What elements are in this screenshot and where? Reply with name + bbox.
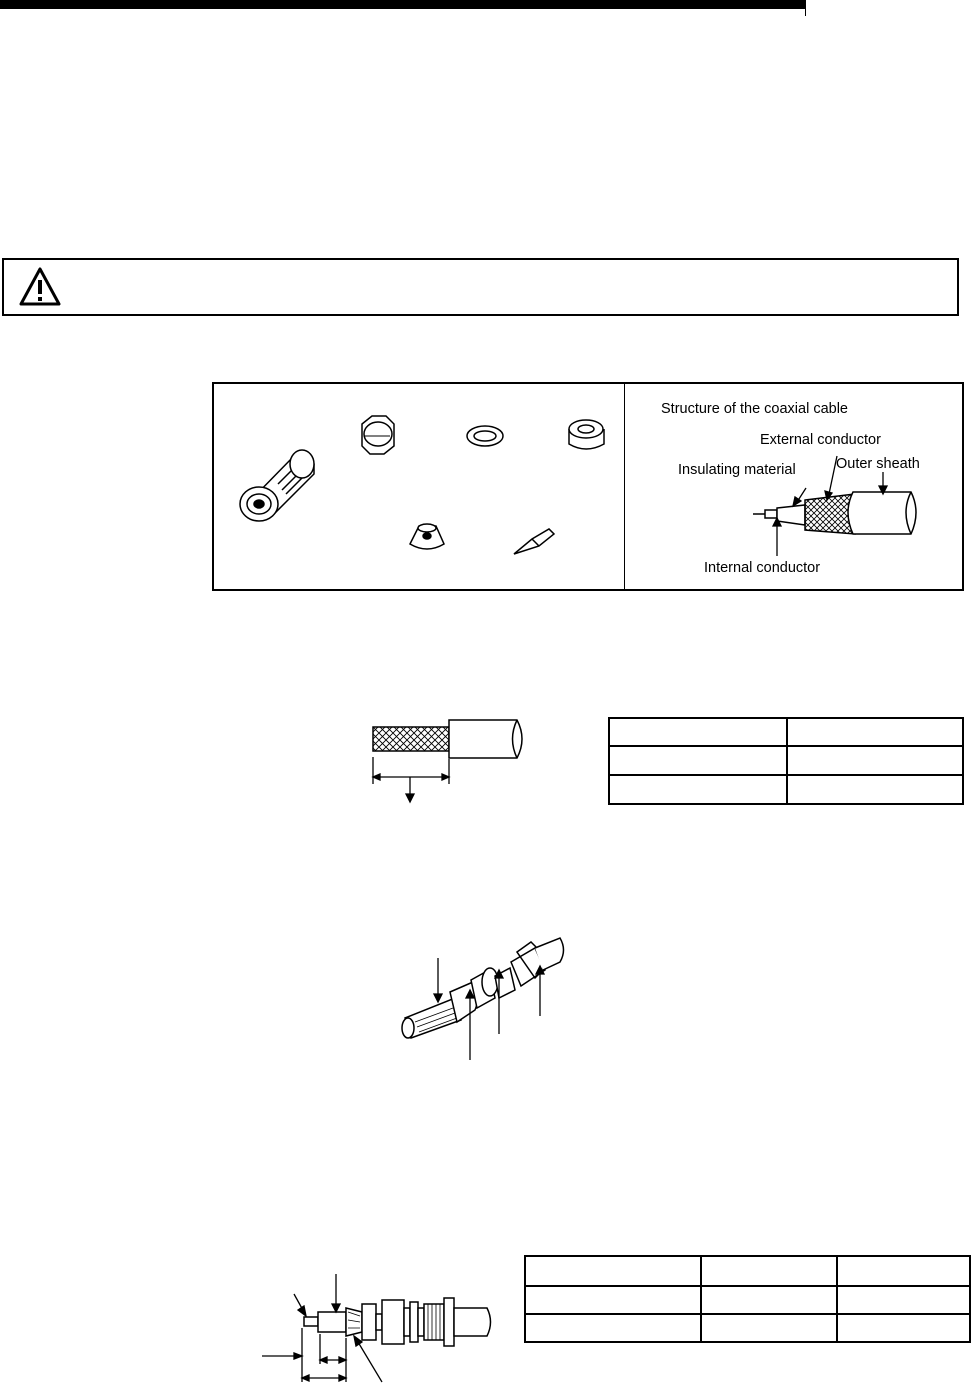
cable-sheath [449, 720, 522, 758]
assembly-dimension-diagram [262, 1272, 502, 1384]
braid-shield [373, 727, 449, 751]
table-cell [701, 1256, 837, 1286]
table-cell [525, 1256, 701, 1286]
table-cell [525, 1286, 701, 1314]
washer-icon [467, 426, 503, 446]
contact-pin-icon [514, 529, 554, 554]
bnc-plug-icon [240, 450, 314, 521]
insulating-material-label: Insulating material [678, 462, 796, 478]
table-cell [787, 746, 963, 775]
table-cell [609, 718, 787, 746]
table-cell [609, 746, 787, 775]
warning-triangle-icon [18, 266, 62, 308]
cable-structure-title: Structure of the coaxial cable [661, 401, 848, 417]
external-conductor-label: External conductor [760, 432, 881, 448]
table-cell [787, 718, 963, 746]
table-cell [837, 1314, 970, 1342]
parts-on-cable-diagram [395, 930, 570, 1065]
table-cell [609, 775, 787, 804]
connector-parts-figure [212, 382, 964, 591]
bnc-connector-parts-illustration [214, 384, 624, 589]
caution-box [2, 258, 959, 316]
nut-icon [362, 416, 394, 454]
table-cell [787, 775, 963, 804]
internal-conductor-label: Internal conductor [704, 560, 821, 576]
table-cell [837, 1286, 970, 1314]
header-rule [0, 0, 805, 9]
strip-length-table [608, 717, 964, 805]
table-cell [701, 1286, 837, 1314]
assembly-dimension-table [524, 1255, 971, 1343]
gasket-icon [569, 420, 604, 449]
table-cell [837, 1256, 970, 1286]
header-rule-tick [805, 0, 806, 16]
clamp-icon [410, 524, 444, 549]
table-cell [701, 1314, 837, 1342]
table-cell [525, 1314, 701, 1342]
stripped-cable-diagram [365, 712, 535, 804]
outer-sheath-label: Outer sheath [836, 456, 920, 472]
